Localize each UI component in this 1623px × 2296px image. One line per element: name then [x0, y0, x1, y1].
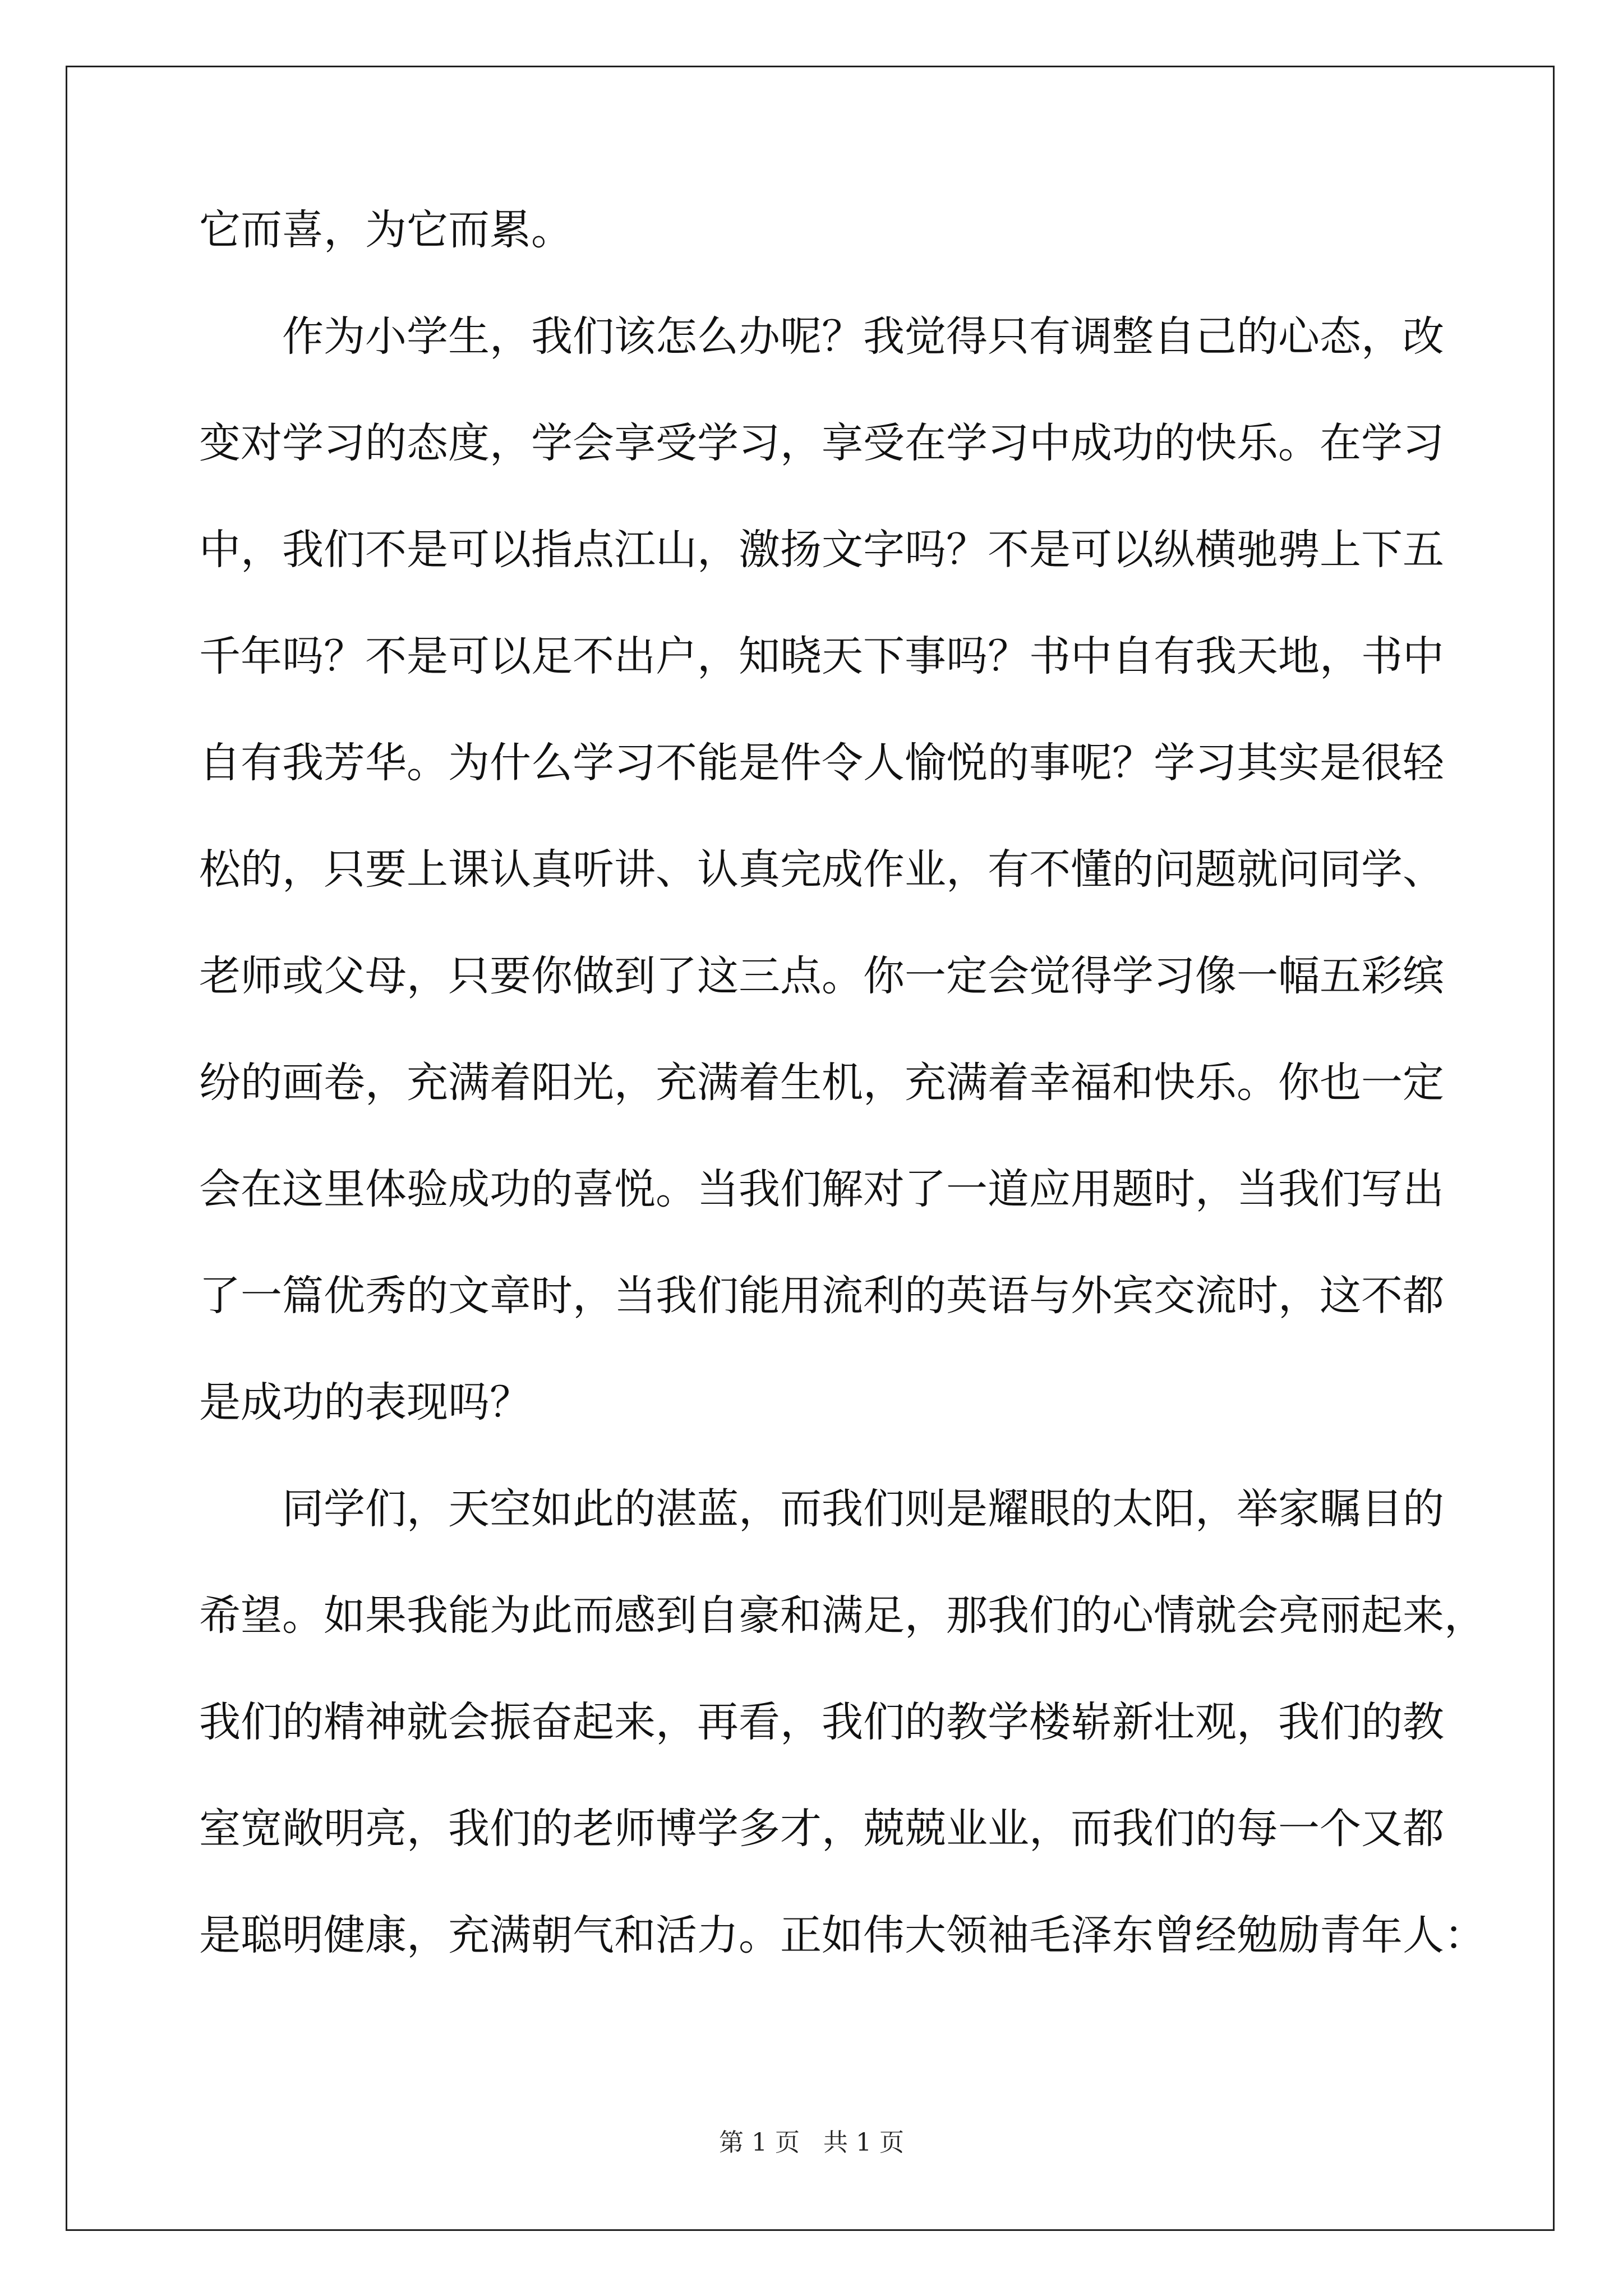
- text-line: 是聪明健康，充满朝气和活力。正如伟大领袖毛泽东曾经勉励青年人：: [199, 1911, 1486, 1959]
- text-line: 我们的精神就会振奋起来，再看，我们的教学楼崭新壮观，我们的教: [199, 1698, 1444, 1746]
- text-line: 变对学习的态度，学会享受学习，享受在学习中成功的快乐。在学习: [199, 419, 1444, 467]
- text-line: 中，我们不是可以指点江山，激扬文字吗？不是可以纵横驰骋上下五: [199, 526, 1444, 574]
- text-line: 是成功的表现吗？: [199, 1378, 531, 1427]
- page-total: 共 1 页: [823, 2128, 904, 2157]
- paragraph-first-line: 同学们，天空如此的湛蓝，而我们则是耀眼的太阳，举家瞩目的: [282, 1485, 1444, 1533]
- page-border: [66, 66, 1555, 2231]
- text-line: 室宽敞明亮，我们的老师博学多才，兢兢业业，而我们的每一个又都: [199, 1805, 1444, 1853]
- text-line: 千年吗？不是可以足不出户，知晓天下事吗？书中自有我天地，书中: [199, 632, 1444, 680]
- text-line: 自有我芳华。为什么学习不能是件令人愉悦的事呢？学习其实是很轻: [199, 739, 1444, 787]
- text-line: 松的，只要上课认真听讲、认真完成作业，有不懂的问题就问同学、: [199, 845, 1444, 894]
- page-footer: [0, 2127, 1623, 2159]
- paragraph-first-line: 作为小学生，我们该怎么办呢？我觉得只有调整自己的心态，改: [282, 312, 1444, 361]
- text-line: 老师或父母，只要你做到了这三点。你一定会觉得学习像一幅五彩缤: [199, 952, 1444, 1000]
- text-line: 它而喜，为它而累。: [199, 206, 573, 254]
- text-line: 纷的画卷，充满着阳光，充满着生机，充满着幸福和快乐。你也一定: [199, 1059, 1444, 1107]
- text-line: 希望。如果我能为此而感到自豪和满足，那我们的心情就会亮丽起来，: [199, 1591, 1486, 1640]
- page-number: 第 1 页: [719, 2128, 800, 2157]
- text-line: 会在这里体验成功的喜悦。当我们解对了一道应用题时，当我们写出: [199, 1165, 1444, 1213]
- text-line: 了一篇优秀的文章时，当我们能用流利的英语与外宾交流时，这不都: [199, 1272, 1444, 1320]
